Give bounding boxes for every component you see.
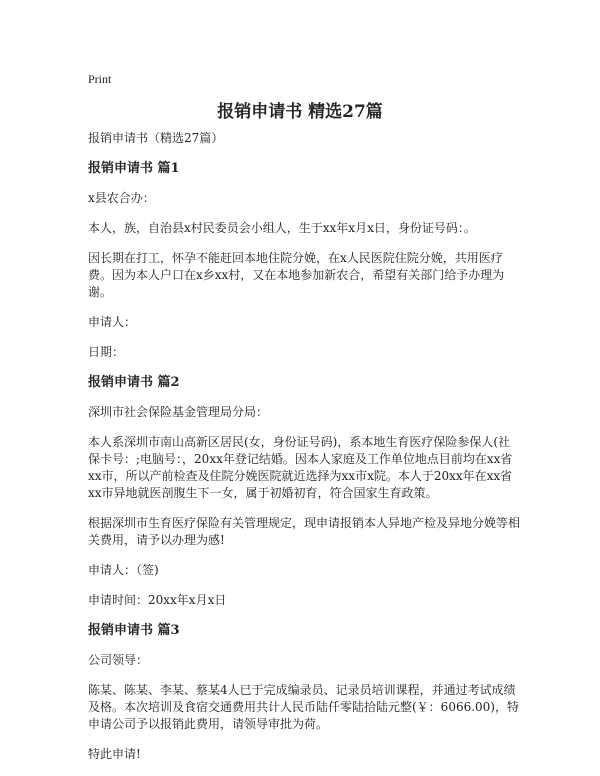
paragraph: 申请时间：20xx年x月x日 (88, 593, 227, 607)
document-body (88, 130, 520, 776)
paragraph: 特此申请! (88, 747, 141, 761)
section-heading-2: 报销申请书 篇2 (88, 375, 180, 390)
paragraph: 深圳市社会保险基金管理局分局： (88, 405, 269, 419)
section-heading-1: 报销申请书 篇1 (88, 161, 180, 176)
document-title: 报销申请书 精选27篇 (217, 102, 383, 122)
paragraph: 因长期在打工，怀孕不能赶回本地住院分娩，在x人民医院住院分娩，共用医疗费。因为本人户口在x乡xx村，又在本地参加新农合，希望有关部门给予办理为谢。 (88, 251, 505, 299)
paragraph: 申请人：（签) (88, 563, 159, 577)
paragraph: 日期： (88, 345, 125, 359)
document-subtitle: 报销申请书（精选27篇） (88, 131, 224, 145)
paragraph: 根据深圳市生育医疗保险有关管理规定，现申请报销本人异地产检及异地分娩等相关费用，请予以办理为感! (88, 516, 521, 547)
paragraph: 本人系深圳市南山高新区居民(女，身份证号码)，系本地生育医疗保险参保人(社保卡号：;电脑号：，20xx年登记结婚。因本人家庭及工作单位地点目前均在xx省xx市，所以产前检查及住院分娩医院就近选择为xx市x院。本人于20xx年在xx省xx市异地就医剖腹生下一女，属于初婚初育，符合国家生育政策。 (88, 435, 513, 500)
paragraph: 本人，族，自治县x村民委员会小组人，生于xx年x月x日，身份证号码：。 (88, 221, 476, 235)
paragraph: 公司领导： (88, 653, 149, 667)
section-heading-3: 报销申请书 篇3 (88, 623, 180, 638)
paragraph: 申请人： (88, 315, 137, 329)
paragraph: 陈某、陈某、李某、蔡某4人已于完成编录员、记录员培训课程，并通过考试成绩及格。本次培训及食宿交通费用共计人民币陆仟零陆拾陆元整(￥：6066.00)，特申请公司予以报销此费用，请领导审批为荷。 (88, 683, 519, 731)
print-link[interactable]: Print (88, 72, 112, 86)
paragraph: x县农合办： (88, 191, 155, 205)
